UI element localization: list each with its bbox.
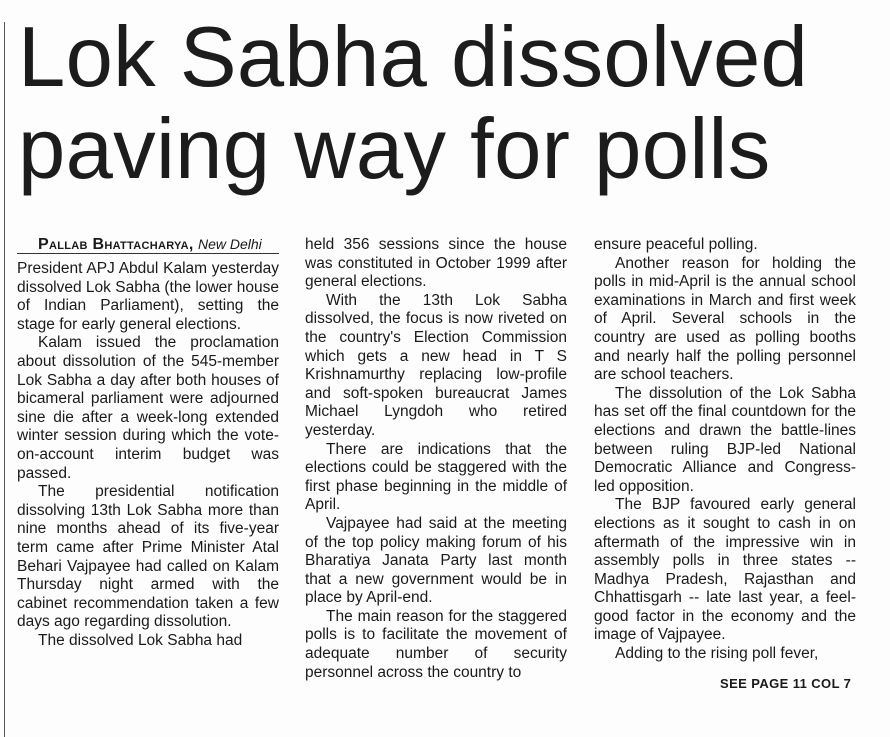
paragraph: The presidential notification dissolving 13th Lok Sabha more than nine months ahead of its five-year term came after Prime Minister Atal Behari Vajpayee had called on Kalam Thursday night armed with the cabinet recommendation taken a few days ago regarding dissolution. xyxy=(17,483,279,631)
paragraph-continued: ensure peaceful polling. xyxy=(594,236,758,253)
paragraph: There are indications that the elections could be staggered with the first phase beginning in the middle of April. xyxy=(305,440,567,514)
byline xyxy=(17,236,279,253)
byline-divider xyxy=(17,253,279,254)
paragraph: With the 13th Lok Sabha dissolved, the focus is now riveted on the country's Election Commission which gets a new head in T S Krishnamurthy replacing low-profile and soft-spoken bureaucrat James Michael Lyngdoh who retired yesterday. xyxy=(305,291,567,439)
column-rule xyxy=(4,22,5,737)
paragraph: The dissolution of the Lok Sabha has set off the final countdown for the elections and drawn the battle-lines between ruling BJP-led National Democratic Alliance and Congress-led opposition. xyxy=(594,384,856,495)
byline-author: Pallab Bhattacharya, xyxy=(38,236,194,253)
paragraph-continued: held 356 sessions since the house was constituted in October 1999 after general elections. xyxy=(305,236,567,291)
column-3 xyxy=(594,236,856,664)
paragraph: Adding to the rising poll fever, xyxy=(615,645,819,663)
column-2 xyxy=(305,236,567,682)
paragraph-start: The dissolved Lok Sabha had xyxy=(38,631,243,649)
paragraph: The BJP favoured early general elections as it sought to cash in on aftermath of the impressive win in assembly polls in three states -- Madhya Pradesh, Rajasthan and Chhattisgarh -- late last year, a feel-good factor in the economy and the image of Vajpayee. xyxy=(594,496,856,644)
paragraph: Kalam issued the proclamation about dissolution of the 545-member Lok Sabha a day after both houses of bicameral parliament were adjourned sine die after a week-long extended winter session during which the vote-on-account interim budget was passed. xyxy=(17,334,279,482)
byline-location: New Delhi xyxy=(197,236,262,252)
headline: Lok Sabha dissolved paving way for polls xyxy=(18,10,809,197)
paragraph: Vajpayee had said at the meeting of the top policy making forum of his Bharatiya Janata Party last month that a new government would be in place by April-end. xyxy=(305,514,567,607)
paragraph: President APJ Abdul Kalam yesterday dissolved Lok Sabha (the lower house of Indian Parliament), setting the stage for early general elections. xyxy=(17,260,279,333)
paragraph-start: The main reason for the staggered polls is to facilitate the movement of adequate number of security personnel across the country to xyxy=(305,607,567,681)
paragraph: Another reason for holding the polls in mid-April is the annual school examinations in March and first week of April. Several schools in the country are used as polling booths and nearly half the polling personnel are school teachers. xyxy=(594,254,856,384)
continuation-jump-line: SEE PAGE 11 COL 7 xyxy=(720,676,852,691)
column-1 xyxy=(17,236,279,650)
